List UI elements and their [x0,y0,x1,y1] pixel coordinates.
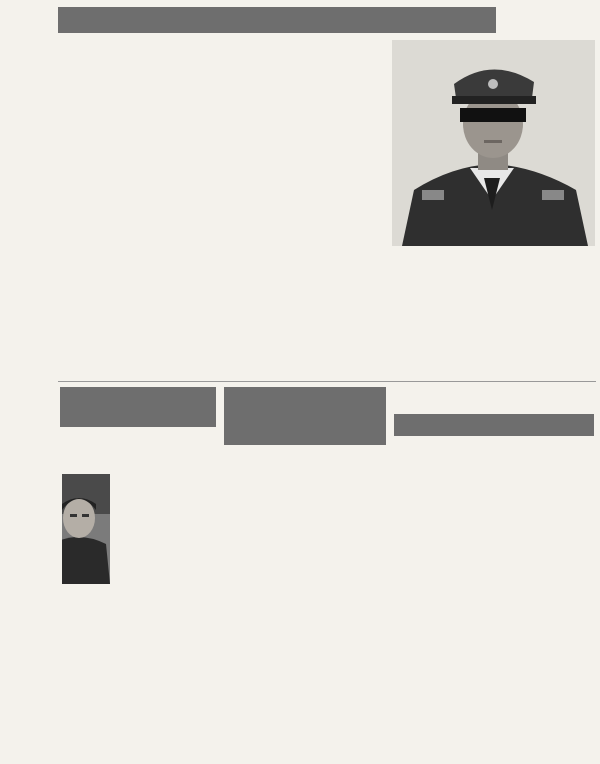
speaker-image [62,474,110,584]
mozgas-text [396,444,594,736]
regi-text [226,452,386,734]
article-column-1 [62,182,214,378]
harangozo-text [62,436,218,758]
author-signature [500,364,590,376]
article-column-3 [396,252,594,364]
officer-photo [392,40,595,246]
officer-image [392,40,595,246]
enke-title [228,741,348,757]
regi-title-banner [224,387,386,445]
harangozo-photo [62,474,110,584]
article-title-banner [58,7,496,33]
article-column-2 [222,42,386,378]
harangozo-title-banner [60,387,216,427]
article-lead [62,45,214,175]
section-divider [58,381,596,382]
mozgas-title-banner [394,414,594,436]
